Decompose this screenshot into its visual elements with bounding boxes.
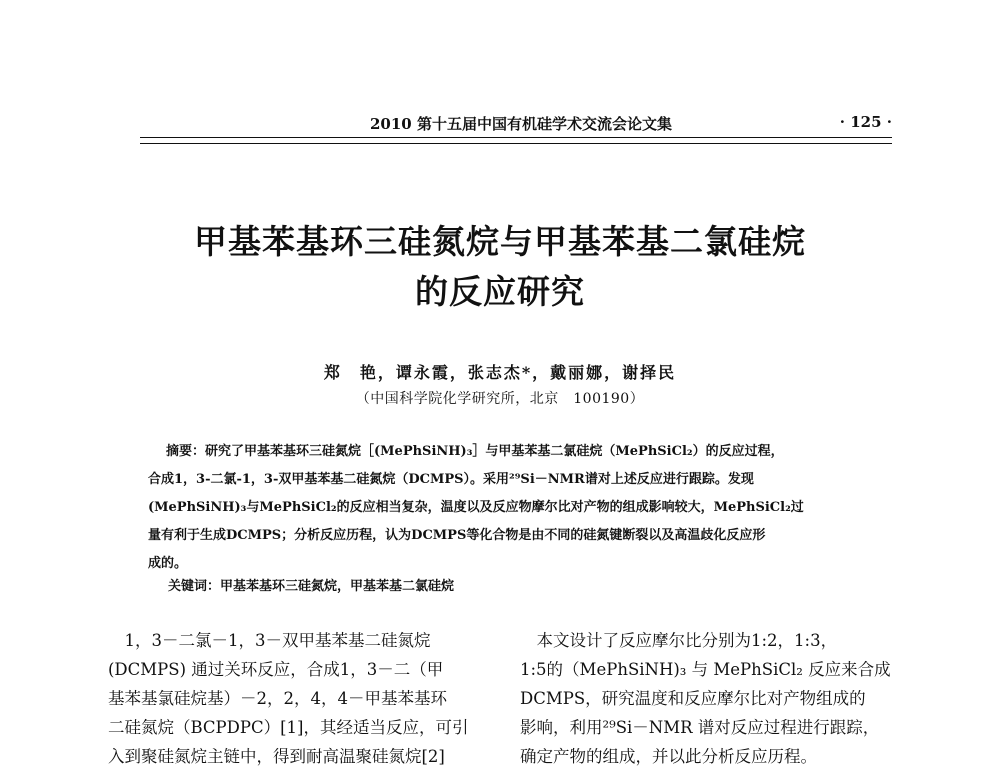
page-number: · 125 · (839, 113, 892, 131)
abstract-line: (MePhSiNH)₃与MePhSiCl₂的反应相当复杂，温度以及反应物摩尔比对产物的组成影响较大，MePhSiCl₂过 (148, 500, 804, 515)
abstract-line (148, 438, 860, 466)
authors: 郑 艳，谭永霞，张志杰*，戴丽娜，谢择民 (323, 363, 677, 382)
body-line: 1:5的（MePhSiNH)₃ 与 MePhSiCl₂ 反应来合成 (520, 660, 891, 679)
body-line: 二硅氮烷（BCPDPC）[1]，其经适当反应，可引 (108, 718, 469, 737)
body-line: (DCMPS) 通过关环反应，合成1，3－二（甲 (108, 660, 444, 679)
abstract-label: 摘要： (166, 444, 206, 459)
body-line: 1，3－二氯－1，3－双甲基苯基二硅氮烷 (108, 631, 431, 650)
keywords-label: 关键词： (168, 579, 221, 594)
abstract-line: 合成1，3-二氯-1，3-双甲基苯基二硅氮烷（DCMPS）。采用²⁹Si－NMR谱对上述反应进行跟踪。发现 (148, 472, 754, 487)
body-line: DCMPS，研究温度和反应摩尔比对产物组成的 (520, 689, 866, 708)
affiliation: （中国科学院化学研究所，北京 100190） (355, 391, 645, 407)
body-column-left (108, 626, 488, 771)
paper-title-line-1: 甲基苯基环三硅氮烷与甲基苯基二氯硅烷 (194, 222, 806, 261)
keywords-text: 甲基苯基环三硅氮烷，甲基苯基二氯硅烷 (220, 579, 455, 594)
header-rule-top (140, 137, 892, 138)
keywords (168, 575, 868, 594)
journal-title: 2010 第十五届中国有机硅学术交流会论文集 (370, 115, 672, 133)
body-line: 影响，利用²⁹Si－NMR 谱对反应过程进行跟踪， (520, 718, 880, 737)
abstract-line: 量有利于生成DCMPS；分析反应历程，认为DCMPS等化合物是由不同的硅氮键断裂以及高温歧化反应形 (148, 528, 766, 543)
abstract-text: 研究了甲基苯基环三硅氮烷［(MePhSiNH)₃］与甲基苯基二氯硅烷（MePhSiCl₂）的反应过程， (205, 444, 784, 459)
body-line: 本文设计了反应摩尔比分别为1:2，1:3， (520, 631, 838, 650)
running-head (140, 113, 900, 137)
paper-title-line-2: 的反应研究 (415, 272, 585, 311)
abstract (148, 438, 860, 578)
abstract-line: 成的。 (148, 556, 188, 571)
body-column-right (520, 626, 900, 771)
body-line: 入到聚硅氮烷主链中，得到耐高温聚硅氮烷[2] (108, 747, 445, 766)
header-rule-bottom (140, 143, 892, 144)
body-line: 确定产物的组成，并以此分析反应历程。 (520, 747, 817, 766)
body-line: 基苯基氯硅烷基）－2，2，4，4－甲基苯基环 (108, 689, 447, 708)
